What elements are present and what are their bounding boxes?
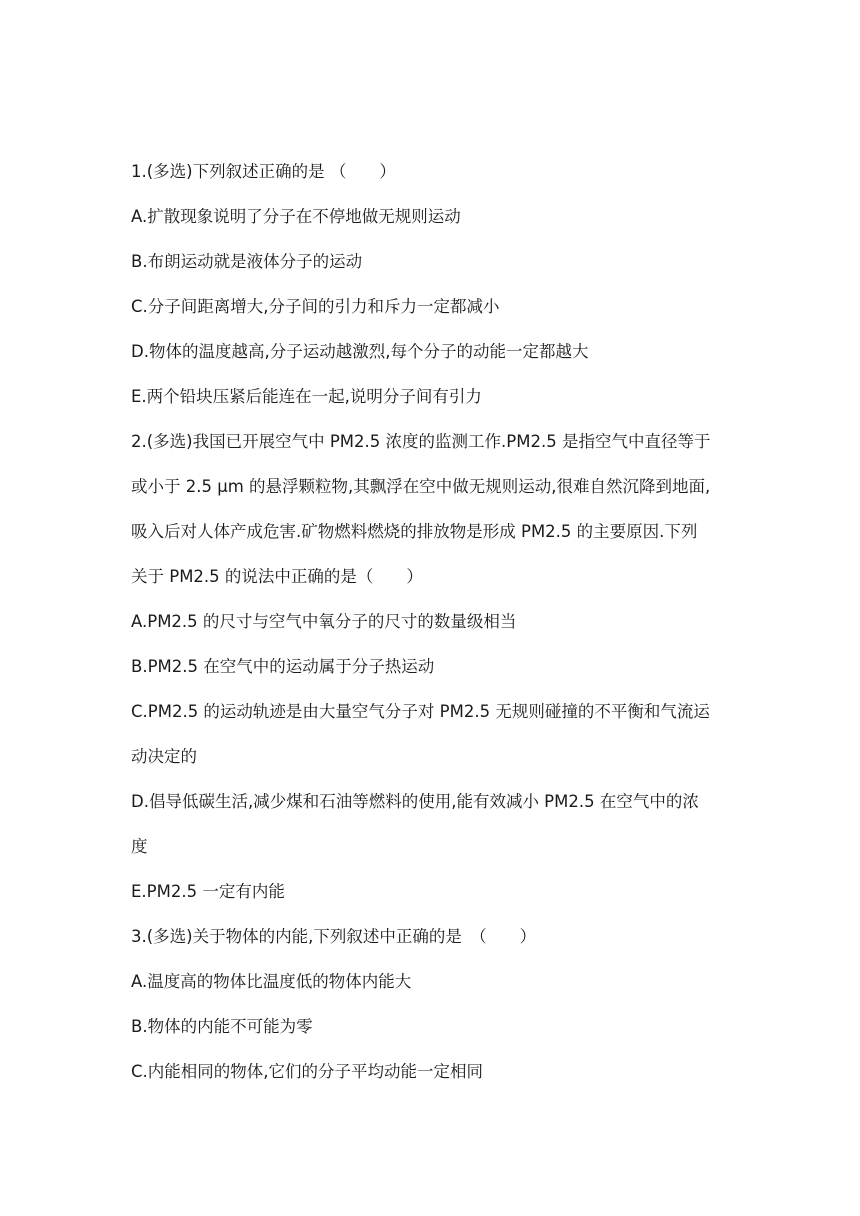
- question-1-option-a: A.扩散现象说明了分子在不停地做无规则运动: [131, 207, 461, 226]
- question-1-option-e: E.两个铅块压紧后能连在一起,说明分子间有引力: [131, 387, 482, 406]
- question-2-stem-line-1: 2.(多选)我国已开展空气中 PM2.5 浓度的监测工作.PM2.5 是指空气中直径等于: [131, 432, 711, 451]
- question-2-option-c-line-2: 动决定的: [131, 747, 197, 766]
- question-2-stem-line-4: 关于 PM2.5 的说法中正确的是（ ）: [131, 567, 423, 586]
- question-3-option-a: A.温度高的物体比温度低的物体内能大: [131, 972, 412, 991]
- question-3: [131, 920, 741, 1100]
- question-2-option-c-line-1: C.PM2.5 的运动轨迹是由大量空气分子对 PM2.5 无规则碰撞的不平衡和气流运: [131, 702, 710, 721]
- question-1-stem: 1.(多选)下列叙述正确的是 （ ）: [131, 162, 396, 181]
- question-list: [131, 155, 741, 1100]
- question-2-stem-line-2: 或小于 2.5 μm 的悬浮颗粒物,其飘浮在空中做无规则运动,很难自然沉降到地面,: [131, 477, 711, 496]
- question-2-option-d-line-1: D.倡导低碳生活,减少煤和石油等燃料的使用,能有效减小 PM2.5 在空气中的浓: [131, 792, 699, 811]
- question-1: [131, 155, 741, 425]
- question-1-option-c: C.分子间距离增大,分子间的引力和斥力一定都减小: [131, 297, 500, 316]
- question-2-option-b: B.PM2.5 在空气中的运动属于分子热运动: [131, 657, 435, 676]
- question-2-stem-line-3: 吸入后对人体产成危害.矿物燃料燃烧的排放物是形成 PM2.5 的主要原因.下列: [131, 522, 698, 541]
- question-1-option-d: D.物体的温度越高,分子运动越激烈,每个分子的动能一定都越大: [131, 342, 589, 361]
- question-3-option-c: C.内能相同的物体,它们的分子平均动能一定相同: [131, 1062, 484, 1081]
- question-1-option-b: B.布朗运动就是液体分子的运动: [131, 252, 363, 271]
- question-2-option-d-line-2: 度: [131, 837, 148, 856]
- question-2-option-a: A.PM2.5 的尺寸与空气中氧分子的尺寸的数量级相当: [131, 612, 517, 631]
- question-3-stem: 3.(多选)关于物体的内能,下列叙述中正确的是 （ ）: [131, 927, 537, 946]
- question-3-option-b: B.物体的内能不可能为零: [131, 1017, 313, 1036]
- question-2-option-e: E.PM2.5 一定有内能: [131, 882, 285, 901]
- question-2: [131, 425, 741, 920]
